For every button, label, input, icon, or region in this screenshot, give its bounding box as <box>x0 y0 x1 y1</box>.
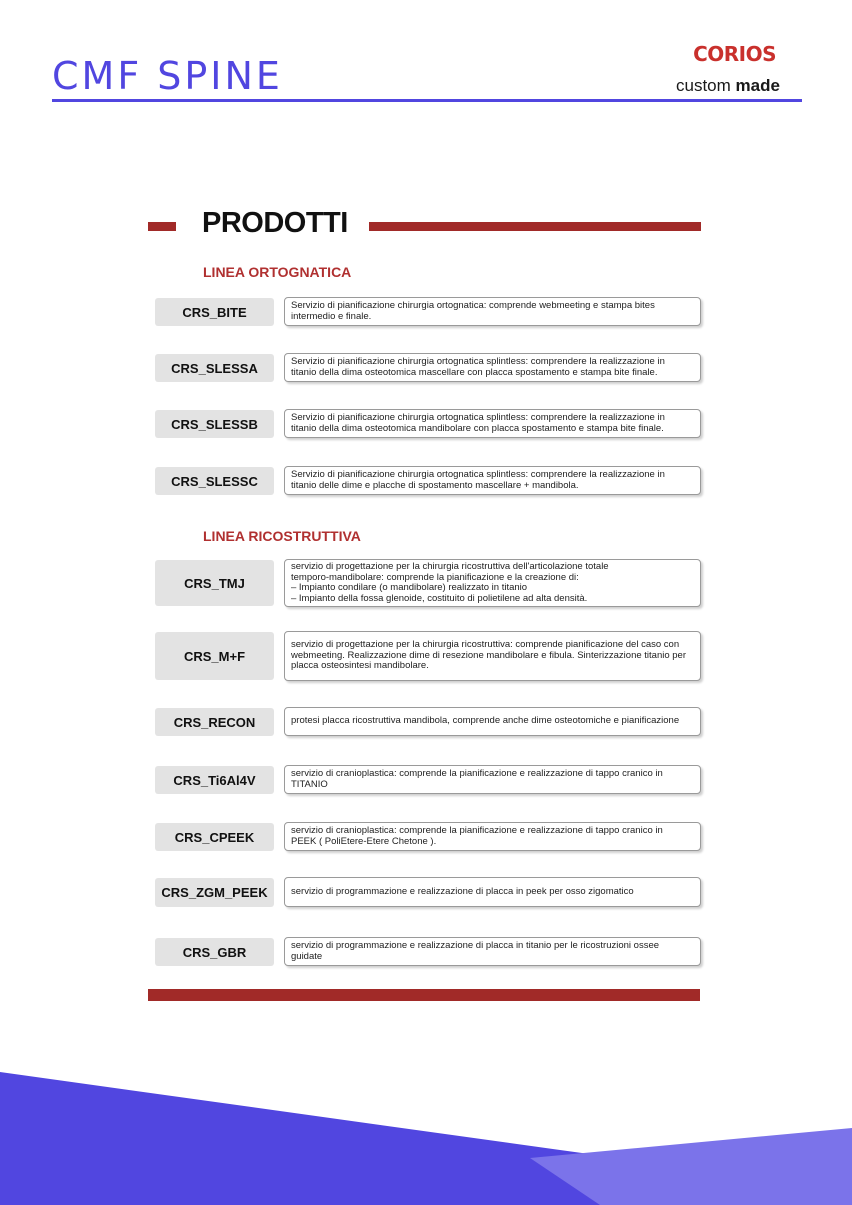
product-code: CRS_SLESSB <box>155 410 274 438</box>
product-code: CRS_SLESSC <box>155 467 274 495</box>
description-line: PEEK ( PoliEtere-Etere Chetone ). <box>291 835 437 847</box>
product-code: CRS_GBR <box>155 938 274 966</box>
description-line: titanio della dima osteotomica mascellare con placca spostamento e stampa bite finale. <box>291 366 658 378</box>
description-line: servizio di cranioplastica: comprende la pianificazione e realizzazione di tappo cranico in <box>291 825 663 836</box>
description-line: protesi placca ricostruttiva mandibola, comprende anche dime osteotomiche e pianificazione <box>291 715 680 727</box>
description-line: Servizio di pianificazione chirurgia ortognatica splintless: comprendere la realizzazione in <box>291 356 665 367</box>
product-code: CRS_Ti6Al4V <box>155 766 274 794</box>
description-line: Servizio di pianificazione chirurgia ortognatica splintless: comprendere la realizzazione in <box>291 469 665 480</box>
product-code: CRS_CPEEK <box>155 823 274 851</box>
tagline-light: custom <box>676 76 736 95</box>
document-title: CMF SPINE <box>52 54 283 98</box>
description-line: servizio di programmazione e realizzazione di placca in peek per osso zigomatico <box>291 885 634 897</box>
product-code: CRS_SLESSA <box>155 354 274 382</box>
line-ricostruttiva-heading: LINEA RICOSTRUTTIVA <box>203 528 361 544</box>
description-line: – Impianto condilare (o mandibolare) realizzato in titanio <box>291 582 528 593</box>
description-line: servizio di progettazione per la chirurgia ricostruttiva: comprende pianificazione del caso con <box>291 639 680 651</box>
description-line: Servizio di pianificazione chirurgia ortognatica splintless: comprendere la realizzazione in <box>291 412 665 423</box>
description-line: TITANIO <box>291 778 328 790</box>
description-line: placca osteosintesi mandibolare. <box>291 660 429 672</box>
line-ortognatica-heading: LINEA ORTOGNATICA <box>203 264 352 280</box>
description-line: guidate <box>291 950 323 962</box>
description-line: servizio di programmazione e realizzazione di placca in titanio per le ricostruzioni ossee <box>291 940 660 951</box>
product-code: CRS_BITE <box>155 298 274 326</box>
description-line: intermedio e finale. <box>291 310 372 322</box>
description-line: titanio della dima osteotomica mandibolare con placca spostamento e stampa bite finale. <box>291 422 664 434</box>
product-code: CRS_M+F <box>155 632 274 680</box>
product-code: CRS_RECON <box>155 708 274 736</box>
product-code: CRS_TMJ <box>155 560 274 606</box>
description-line: temporo-mandibolare: comprende la pianificazione e la creazione di: <box>291 571 579 583</box>
description-line: webmeeting. Realizzazione dime di resezione mandibolare e fibula. Sinterizzazione titanio per <box>291 649 686 661</box>
brand-name: CORIOS <box>693 42 776 66</box>
description-line: – Impianto della fossa glenoide, costituito di polietilene ad alta densità. <box>291 592 588 604</box>
description-line: titanio delle dime e placche di spostamento mascellare + mandibola. <box>291 479 579 491</box>
section-title: PRODOTTI <box>202 207 348 239</box>
description-line: servizio di progettazione per la chirurgia ricostruttiva dell'articolazione totale <box>291 561 609 572</box>
product-code: CRS_ZGM_PEEK <box>155 878 274 907</box>
tagline-bold: made <box>735 76 780 95</box>
description-line: servizio di cranioplastica: comprende la pianificazione e realizzazione di tappo cranico in <box>291 768 663 779</box>
description-line: Servizio di pianificazione chirurgia ortognatica: comprende webmeeting e stampa bites <box>291 300 655 311</box>
